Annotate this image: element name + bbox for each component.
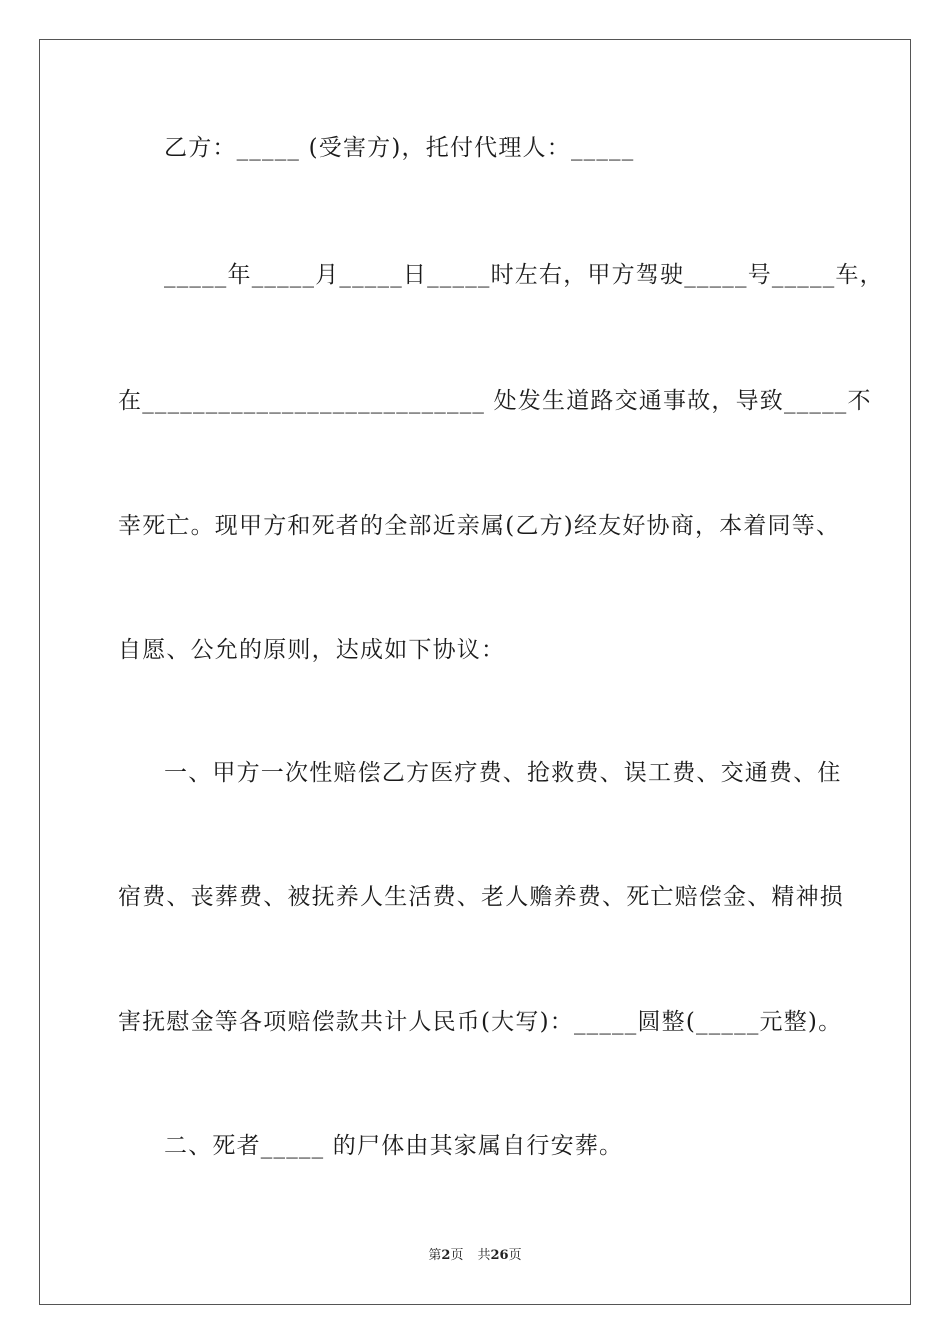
- text-line-6: 一、甲方一次性赔偿乙方医疗费、抢救费、误工费、交通费、住: [164, 760, 842, 786]
- text-line-5: 自愿、公允的原则，达成如下协议：: [118, 637, 506, 663]
- page-footer: [0, 1247, 950, 1265]
- page-border: [39, 39, 911, 1305]
- text-line-2: _____年_____月_____日_____时左右，甲方驾驶_____号_____车，: [164, 262, 884, 288]
- footer-page-number: 2: [441, 1248, 451, 1263]
- footer-page-suffix: 页: [450, 1248, 464, 1263]
- footer-total-pages: 26: [490, 1248, 509, 1263]
- text-line-3: 在___________________________ 处发生道路交通事故，导致_____不: [118, 388, 872, 414]
- text-line-4: 幸死亡。现甲方和死者的全部近亲属(乙方)经友好协商，本着同等、: [118, 513, 841, 539]
- footer-page-prefix: 第: [428, 1248, 442, 1263]
- text-line-9: 二、死者_____ 的尸体由其家属自行安葬。: [164, 1133, 624, 1159]
- footer-total-prefix: 共: [477, 1248, 491, 1263]
- footer-total-suffix: 页: [508, 1248, 522, 1263]
- text-line-1: 乙方：_____ (受害方)，托付代理人：_____: [164, 135, 635, 161]
- text-line-7: 宿费、丧葬费、被抚养人生活费、老人赡养费、死亡赔偿金、精神损: [118, 884, 844, 910]
- text-line-8: 害抚慰金等各项赔偿款共计人民币(大写)：_____圆整(_____元整)。: [118, 1009, 843, 1035]
